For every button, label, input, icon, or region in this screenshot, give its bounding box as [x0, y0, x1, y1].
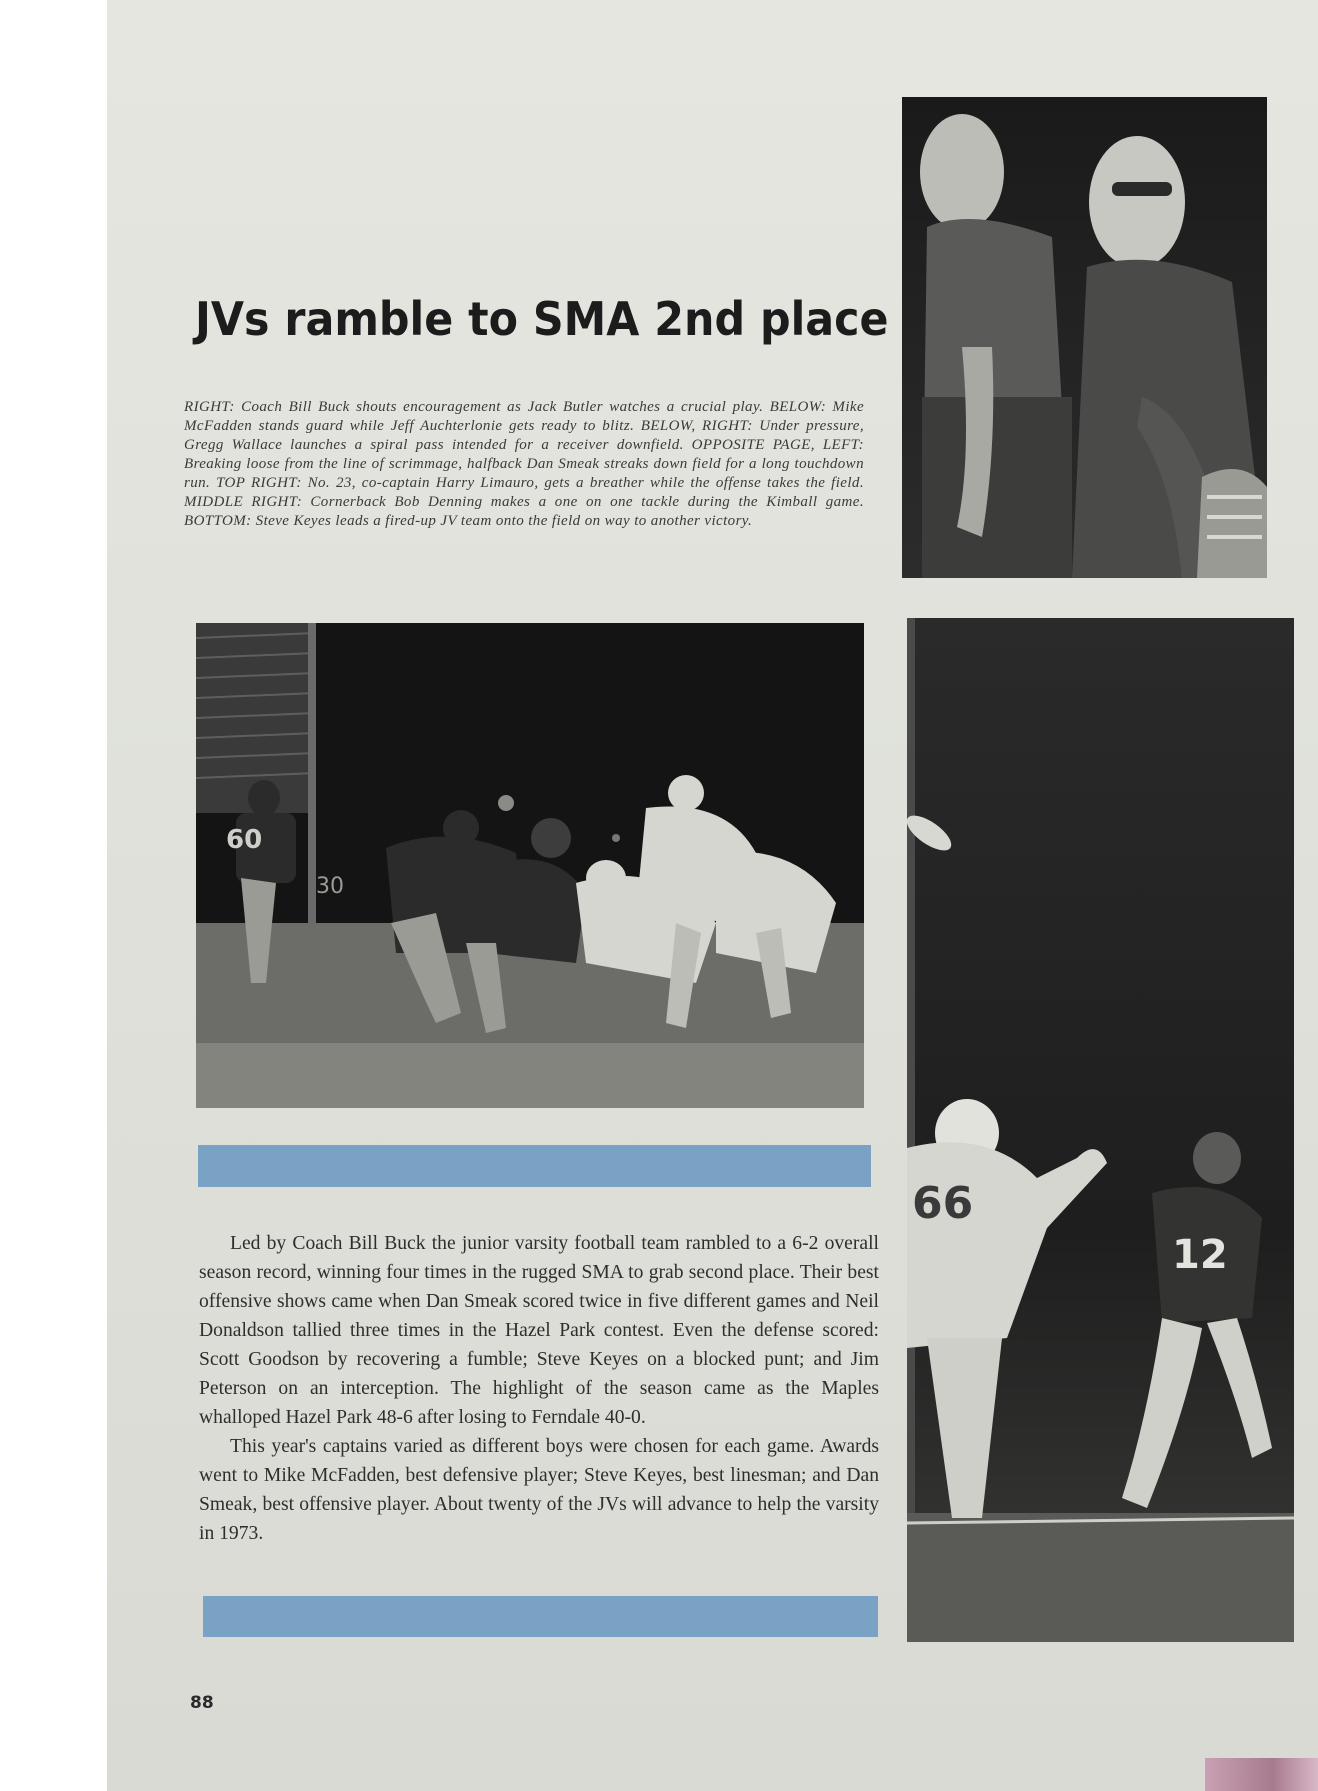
kick-photo	[907, 618, 1294, 1642]
kicker-number: 12	[1172, 1232, 1228, 1278]
article-body	[199, 1229, 879, 1548]
accent-rule-top	[198, 1145, 871, 1187]
line-of-scrimmage-photo	[196, 623, 864, 1108]
page-headline: JVs ramble to SMA 2nd place	[195, 292, 889, 346]
defender-number: 66	[912, 1178, 974, 1229]
article-paragraph-2: This year's captains varied as different boys were chosen for each game. Awards went to Mike McFadden, best defensive player; Steve Keyes, best linesman; and Dan Smeak, best offensive player. About twenty of the JVs will advance to help the varsity in 1973.	[199, 1436, 879, 1544]
yard-marker: 30	[316, 874, 344, 899]
coaches-photo	[902, 97, 1267, 578]
article-paragraph-1: Led by Coach Bill Buck the junior varsity football team rambled to a 6-2 overall season record, winning four times in the rugged SMA to grab second place. Their best offensive shows came when Dan Smeak scored twice in five different games and Neil Donaldson tallied three times in the Hazel Park contest. Even the defense scored: Scott Goodson by recovering a fumble; Steve Keyes on a blocked punt; and Jim Peterson on an interception. The highlight of the season came as the Maples whalloped Hazel Park 48-6 after losing to Ferndale 40-0.	[199, 1233, 879, 1428]
jersey-number: 60	[226, 825, 263, 855]
photo-caption: RIGHT: Coach Bill Buck shouts encouragement as Jack Butler watches a crucial play. BELOW: Mike McFadden stands guard while Jeff Auchterlonie gets ready to blitz. BELOW, RIGHT: Under pressure, Gregg Wallace launches a spiral pass intended for a receiver downfield. OPPOSITE PAGE, LEFT: Breaking loose from the line of scrimmage, halfback Dan Smeak streaks down field for a long touchdown run. TOP RIGHT: No. 23, co-captain Harry Limauro, gets a breather while the offense takes the field. MIDDLE RIGHT: Cornerback Bob Denning makes a one on one tackle during the Kimball game. BOTTOM: Steve Keyes leads a fired-up JV team onto the field on way to another victory.	[184, 399, 864, 529]
page-number: 88	[190, 1693, 214, 1713]
accent-rule-bottom	[203, 1596, 878, 1637]
page-edge	[1205, 1758, 1318, 1791]
